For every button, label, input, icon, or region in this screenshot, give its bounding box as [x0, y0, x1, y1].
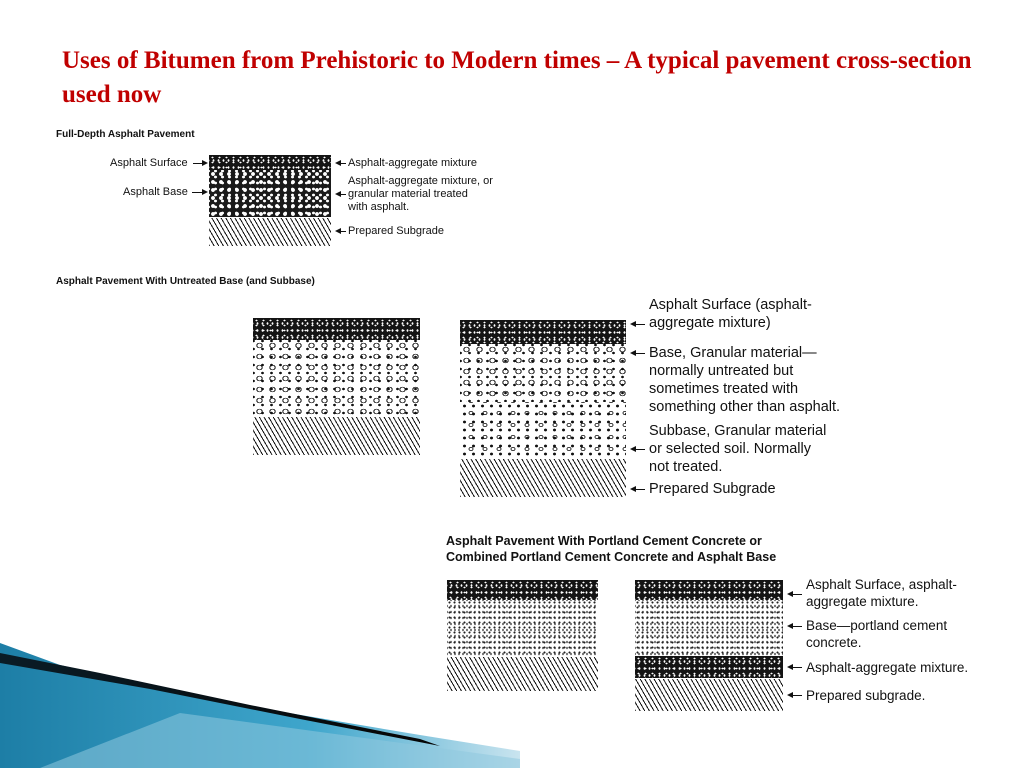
- pcc-label-2: Base—portland cement: [806, 618, 948, 633]
- ub-right-subbase-layer: [460, 402, 626, 458]
- pcc-label-3: concrete.: [806, 635, 862, 650]
- pcc-right-concrete-layer: [635, 600, 783, 656]
- arrow-left-icon: [790, 626, 802, 627]
- pcc-right-surface-layer: [635, 580, 783, 600]
- pcc-label-0: Asphalt Surface, asphalt-: [806, 577, 957, 592]
- ub-label-9: Prepared Subgrade: [649, 481, 776, 497]
- fd-label-asphalt-surface: Asphalt Surface: [110, 157, 188, 169]
- arrow-left-icon: [633, 324, 645, 325]
- arrow-left-icon: [790, 667, 802, 668]
- arrow-left-icon: [338, 194, 346, 195]
- fd-subgrade-layer: [209, 217, 331, 246]
- pcc-heading-line2: Combined Portland Cement Concrete and Asphalt Base: [446, 550, 777, 564]
- arrow-left-icon: [790, 594, 802, 595]
- ub-right-base-layer: [460, 344, 626, 402]
- pcc-label-1: aggregate mixture.: [806, 594, 919, 609]
- fd-label-asphalt-base: Asphalt Base: [123, 186, 188, 198]
- full-depth-heading: Full-Depth Asphalt Pavement: [56, 129, 195, 140]
- fd-label-r3: with asphalt.: [348, 201, 410, 213]
- ub-right-subgrade-layer: [460, 458, 626, 497]
- fd-label-r4: Prepared Subgrade: [348, 225, 445, 237]
- pcc-label-5: Prepared subgrade.: [806, 688, 926, 703]
- slide-decoration: [0, 643, 520, 768]
- ub-left-subgrade-layer: [253, 416, 420, 455]
- arrow-right-icon: [192, 192, 205, 193]
- ub-label-5: something other than asphalt.: [649, 399, 841, 415]
- fd-asphalt-base-layer: [209, 170, 331, 217]
- arrow-left-icon: [790, 695, 802, 696]
- ub-label-1: aggregate mixture): [649, 315, 771, 331]
- fd-label-r0: Asphalt-aggregate mixture: [348, 157, 478, 169]
- ub-label-2: Base, Granular material—: [649, 345, 817, 361]
- ub-label-6: Subbase, Granular material: [649, 423, 827, 439]
- pcc-heading-line1: Asphalt Pavement With Portland Cement Concrete or: [446, 534, 762, 548]
- arrow-left-icon: [633, 489, 645, 490]
- ub-label-4: sometimes treated with: [649, 381, 799, 397]
- pcc-label-4: Asphalt-aggregate mixture.: [806, 660, 969, 675]
- arrow-left-icon: [338, 163, 346, 164]
- ub-label-0: Asphalt Surface (asphalt-: [649, 297, 812, 313]
- arrow-left-icon: [633, 449, 645, 450]
- fd-label-r1: Asphalt-aggregate mixture, or: [348, 175, 493, 187]
- ub-label-8: not treated.: [649, 459, 723, 475]
- untreated-base-heading: Asphalt Pavement With Untreated Base (and Subbase): [56, 276, 315, 287]
- ub-left-surface-layer: [253, 318, 420, 340]
- slide-title: Uses of Bitumen from Prehistoric to Modern times – A typical pavement cross-section used now: [62, 47, 972, 108]
- ub-left-base-layer: [253, 340, 420, 416]
- arrow-left-icon: [338, 231, 346, 232]
- pcc-right-asphalt-layer: [635, 656, 783, 678]
- ub-label-7: or selected soil. Normally: [649, 441, 811, 457]
- fd-asphalt-surface-layer: [209, 155, 331, 170]
- fd-label-r2: granular material treated: [348, 188, 468, 200]
- pcc-left-surface-layer: [447, 580, 598, 600]
- ub-label-3: normally untreated but: [649, 363, 794, 379]
- arrow-left-icon: [633, 353, 645, 354]
- arrow-right-icon: [193, 163, 205, 164]
- pcc-right-subgrade-layer: [635, 678, 783, 711]
- ub-right-surface-layer: [460, 320, 626, 344]
